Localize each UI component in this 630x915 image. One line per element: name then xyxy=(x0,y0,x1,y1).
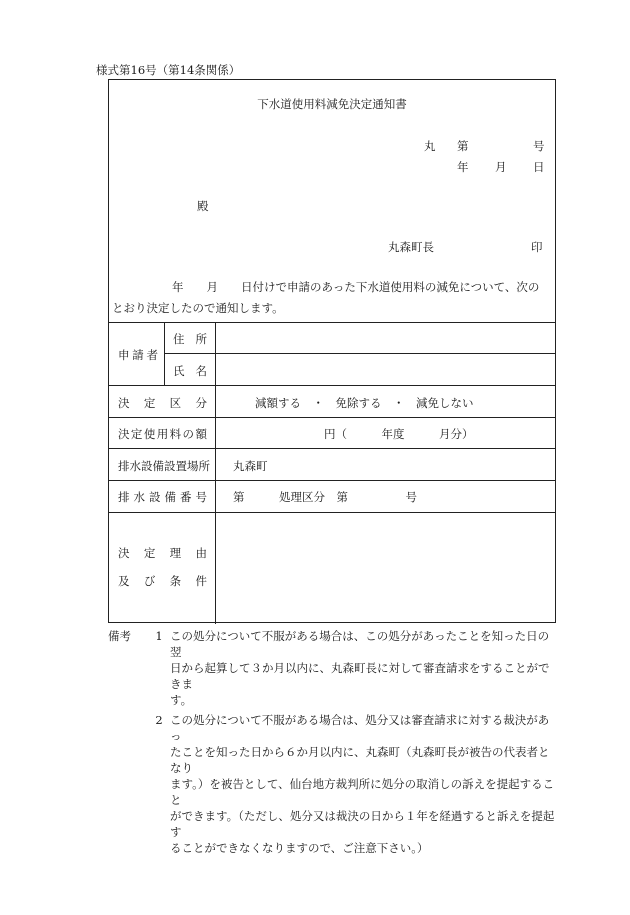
remarks-line: す。 xyxy=(170,693,193,707)
decision-options: 減額する ・ 免除する ・ 減免しない xyxy=(255,396,474,410)
table-label-column-divider xyxy=(215,322,216,624)
issuer-name: 丸森町長 xyxy=(388,240,434,254)
label-char: 設 xyxy=(141,459,153,473)
label-char: 名 xyxy=(195,364,207,378)
form-number-label: 様式第16号（第14条関係） xyxy=(96,63,241,77)
label-char: 額 xyxy=(195,427,207,441)
remarks-item-1 xyxy=(108,628,560,708)
amount-value: 円（ 年度 月分） xyxy=(324,427,474,441)
row-divider-3 xyxy=(109,448,555,449)
label-char: 由 xyxy=(195,546,207,560)
date-year: 年 xyxy=(457,160,469,174)
label-char: 理 xyxy=(169,546,182,560)
label-char: 氏 xyxy=(173,364,185,378)
label-char: 置 xyxy=(175,459,187,473)
remarks-item-text xyxy=(170,712,560,856)
remarks-item-number: 1 xyxy=(155,629,163,643)
label-char: 排 xyxy=(118,490,130,504)
row-divider-2 xyxy=(109,417,555,418)
address-name-divider xyxy=(164,353,555,354)
label-char: 備 xyxy=(152,459,164,473)
row-divider-5 xyxy=(109,512,555,513)
remarks-line: ます。）を被告として、仙台地方裁判所に処分の取消しの訴えを提起すること xyxy=(170,777,555,807)
reason-label-line-1 xyxy=(118,545,207,561)
label-char: 水 xyxy=(129,459,141,473)
remarks-item-2 xyxy=(108,712,560,856)
remarks-line: この処分について不服がある場合は、処分又は審査請求に対する裁決があっ xyxy=(170,713,550,743)
notice-form-frame xyxy=(108,79,556,623)
date-month: 月 xyxy=(495,160,507,174)
label-char: 決 xyxy=(118,427,130,441)
equipment-number-label xyxy=(118,489,207,505)
address-label xyxy=(173,331,207,347)
date-day: 日 xyxy=(533,160,545,174)
label-char: 設 xyxy=(164,459,176,473)
label-char: 場 xyxy=(187,459,199,473)
addressee-suffix: 殿 xyxy=(197,199,209,213)
label-char: 決 xyxy=(118,546,130,560)
label-char: 住 xyxy=(173,332,185,346)
label-char: び xyxy=(143,574,156,588)
label-char: 請 xyxy=(132,348,144,362)
label-char: 所 xyxy=(195,332,207,346)
label-char: 区 xyxy=(169,396,182,410)
table-top-border xyxy=(109,322,555,323)
document-title: 下水道使用料減免決定通知書 xyxy=(257,97,407,111)
remarks-item-number: 2 xyxy=(155,713,163,727)
label-char: 番 xyxy=(180,490,192,504)
body-text-line-1: 年 月 日付けで申請のあった下水道使用料の減免について、次の xyxy=(172,280,540,294)
remarks-line: ができます。（ただし、処分又は裁決の日から１年を経過すると訴えを提起す xyxy=(170,809,555,839)
label-char: 料 xyxy=(169,427,182,441)
label-char: 設 xyxy=(149,490,161,504)
doc-number-prefix: 丸 xyxy=(424,139,436,153)
label-char: 定 xyxy=(130,427,143,441)
location-value: 丸森町 xyxy=(233,459,268,473)
row-divider-1 xyxy=(109,385,555,386)
label-char: 決 xyxy=(118,396,130,410)
remarks-item-text xyxy=(170,628,560,708)
seal-mark: 印 xyxy=(531,240,543,254)
amount-label xyxy=(118,426,207,442)
applicant-label xyxy=(118,347,158,363)
name-label xyxy=(173,363,207,379)
label-char: 条 xyxy=(169,574,182,588)
reason-label-line-2 xyxy=(118,573,207,589)
location-label xyxy=(118,458,210,474)
label-char: 水 xyxy=(133,490,145,504)
doc-number-dai: 第 xyxy=(457,139,469,153)
label-char: の xyxy=(182,427,195,441)
row-divider-4 xyxy=(109,480,555,481)
remarks-heading-spacer xyxy=(108,712,148,856)
decision-label xyxy=(118,395,207,411)
remarks-line: 日から起算して３か月以内に、丸森町長に対して審査請求をすることができま xyxy=(170,661,550,691)
label-char: 者 xyxy=(146,348,158,362)
label-char: 使 xyxy=(143,427,156,441)
remarks-line: ることができなくなりますので、ご注意下さい。） xyxy=(170,841,429,855)
label-char: 号 xyxy=(195,490,207,504)
label-char: 所 xyxy=(198,459,210,473)
remarks-line: この処分について不服がある場合は、この処分があったことを知った日の翌 xyxy=(170,629,550,659)
doc-number-go: 号 xyxy=(533,139,545,153)
body-text-line-2: とおり決定したので通知します。 xyxy=(112,301,284,315)
remarks-section xyxy=(108,628,560,856)
remarks-line: たことを知った日から６か月以内に、丸森町（丸森町長が被告の代表者となり xyxy=(170,745,550,775)
label-char: 件 xyxy=(195,574,207,588)
label-char: 備 xyxy=(164,490,176,504)
label-char: 定 xyxy=(143,396,156,410)
label-char: 用 xyxy=(156,427,169,441)
remarks-heading: 備考 xyxy=(108,629,131,643)
label-char: 排 xyxy=(118,459,130,473)
label-char: 申 xyxy=(118,348,130,362)
label-char: 定 xyxy=(143,546,156,560)
label-char: 分 xyxy=(195,396,207,410)
equipment-number-value: 第 処理区分 第 号 xyxy=(233,490,417,504)
label-char: 及 xyxy=(118,574,130,588)
